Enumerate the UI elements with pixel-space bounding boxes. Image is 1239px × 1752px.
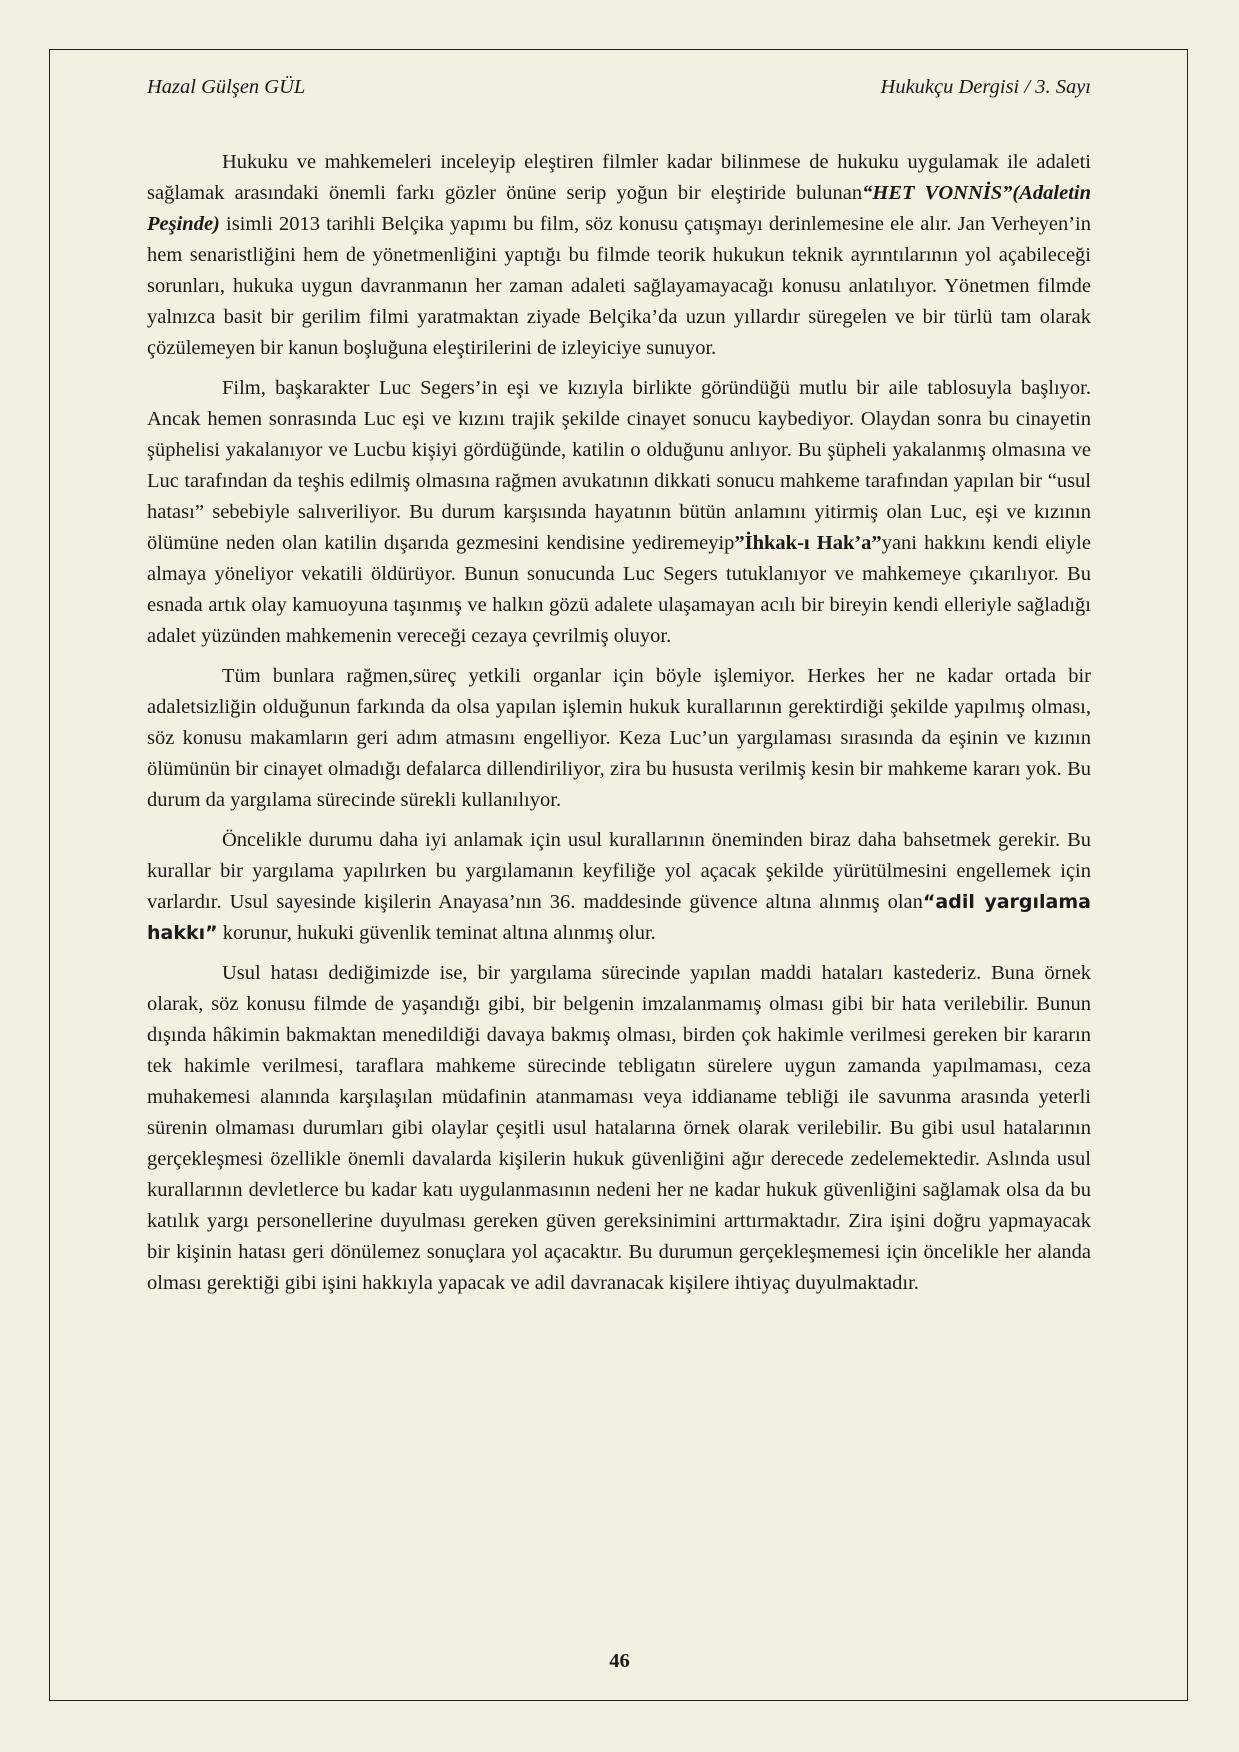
paragraph-2-text-b: yani hakkını kendi eliyle almaya yöneliyor vekatili öldürüyor. Bunun sonucunda Luc Segers tutuklanıyor ve mahkemeye çıkarılıyor. Bu esnada artık olay kamuoyuna taşınmış ve halkın gözü adalete ulaşamayan acılı bir bireyin kendi elleriyle sağladığı adalet yüzünden mahkemenin vereceği cezaya çevrilmiş oluyor. — [147, 532, 1091, 647]
paragraph-1 — [147, 147, 1091, 364]
fair-trial-term: “adil yargılama hakkı” — [147, 891, 1091, 944]
header-author: Hazal Gülşen GÜL — [147, 76, 306, 98]
page-number: 46 — [609, 1650, 630, 1672]
article-body — [147, 147, 1091, 1308]
paragraph-3: Tüm bunlara rağmen,süreç yetkili organlar için böyle işlemiyor. Herkes her ne kadar ortada bir adaletsizliğin olduğunun farkında da olsa yapılan işlemin hukuk kurallarının gerektirdiği şekilde yapılmış olması, söz konusu makamların geri adım atmasını engelliyor. Keza Luc’un yargılaması sırasında da eşinin ve kızının ölümünün bir cinayet olmadığı defalarca dillendiriliyor, zira bu hususta verilmiş kesin bir mahkeme kararı yok. Bu durum da yargılama sürecinde sürekli kullanılıyor. — [147, 665, 1091, 811]
film-title: “HET VONNİS”(Adaletin Peşinde) — [147, 182, 1091, 235]
paragraph-4-text-b: korunur, hukuki güvenlik teminat altına alınmış olur. — [217, 922, 656, 944]
paragraph-4-text-a: Öncelikle durumu daha iyi anlamak için usul kurallarının öneminden biraz daha bahsetmek gerekir. Bu kurallar bir yargılama yapılırken bu yargılamanın keyfiliğe yol açacak şekilde yürütülmesini engellemek için varlardır. Usul sayesinde kişilerin Anayasa’nın 36. maddesinde güvence altına alınmış olan — [147, 829, 1091, 913]
paragraph-1-text-a: Hukuku ve mahkemeleri inceleyip eleştiren filmler kadar bilinmese de hukuku uygulamak ile adaleti sağlamak arasındaki önemli farkı gözler önüne serip yoğun bir eleştiride bulunan — [147, 151, 1091, 204]
paragraph-5: Usul hatası dediğimizde ise, bir yargılama sürecinde yapılan maddi hataları kastederiz. Buna örnek olarak, söz konusu filmde de yaşandığı gibi, bir belgenin imzalanmamış olması gibi bir hata verilebilir. Bunun dışında hâkimin bakmaktan menedildiği davaya bakmış olması, birden çok hakimle verilmesi gereken bir kararın tek hakimle verilmesi, taraflara mahkeme sürecinde tebligatın sürelere uygun zamanda yapılmaması, ceza muhakemesi alanında karşılaşılan müdafinin atanmaması veya iddianame tebliği ile savunma arasında yeterli sürenin olmaması durumları gibi olaylar çeşitli usul hatalarına örnek olarak verilebilir. Bu gibi usul hatalarının gerçekleşmesi özellikle önemli davalarda kişilerin hukuk güvenliğini ağır derecede zedelemektedir. Aslında usul kurallarının devletlerce bu kadar katı uygulanmasının nedeni her ne kadar hukuk güvenliğini sağlamak olsa da bu katılık yargı personellerine duyulması gereken güven gereksinimini arttırmaktadır. Zira işini doğru yapmayacak bir kişinin hatası geri dönülemez sonuçlara yol açacaktır. Bu durumun gerçekleşmemesi için öncelikle her alanda olması gerektiği gibi işini hakkıyla yapacak ve adil davranacak kişilere ihtiyaç duyulmaktadır. — [147, 962, 1091, 1294]
running-header — [147, 74, 1091, 100]
paragraph-1-text-b: isimli 2013 tarihli Belçika yapımı bu film, söz konusu çatışmayı derinlemesine ele alır. Jan Verheyen’in hem senaristliğini hem de yönetmenliğini yaptığı bu filmde teorik hukukun teknik ayrıntılarının yol açabileceği sorunları, hukuka uygun davranmanın her zaman adaleti sağlayamayacağı konusu anlatılıyor. Yönetmen filmde yalnızca basit bir gerilim filmi yaratmaktan ziyade Belçika’da uzun yıllardır süregelen ve bir türlü tam olarak çözülemeyen bir kanun boşluğuna eleştirilerini de izleyiciye sunuyor. — [147, 213, 1091, 359]
ihkak-term: ”İhkak-ı Hak’a” — [734, 532, 882, 554]
paragraph-2-text-a: Film, başkarakter Luc Segers’in eşi ve kızıyla birlikte göründüğü mutlu bir aile tablosuyla başlıyor. Ancak hemen sonrasında Luc eşi ve kızını trajik şekilde cinayet sonucu kaybediyor. Olaydan sonra bu cinayetin şüphelisi yakalanıyor ve Lucbu kişiyi gördüğünde, katilin o olduğunu anlıyor. Bu şüpheli yakalanmış olmasına ve Luc tarafından da teşhis edilmiş olmasına rağmen avukatının dikkati sonucu mahkeme tarafından yapılan bir “usul hatası” sebebiyle salıveriliyor. Bu durum karşısında hayatının bütün anlamını yitirmiş olan Luc, eşi ve kızının ölümüne neden olan katilin dışarıda gezmesini kendisine yediremeyip — [147, 377, 1091, 554]
paragraph-4 — [147, 825, 1091, 949]
paragraph-2 — [147, 373, 1091, 652]
header-journal: Hukukçu Dergisi / 3. Sayı — [880, 76, 1091, 98]
